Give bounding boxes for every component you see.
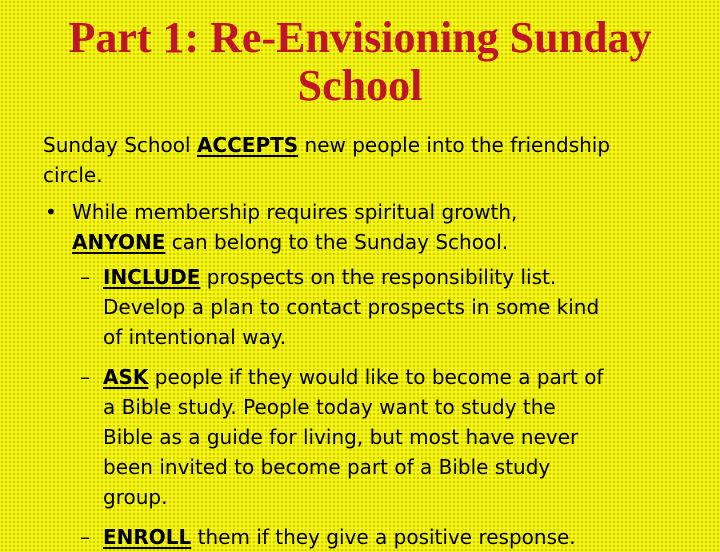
ask-line-1 [103, 362, 603, 392]
paragraph-text-cont: new people into the friendship [298, 133, 611, 157]
emphasis-ask: ASK [103, 365, 149, 389]
ask-text: people if they would like to become a part of [148, 365, 604, 389]
dash-marker-enroll: – [80, 525, 90, 549]
ask-line-2: a Bible study. People today want to study the [103, 395, 556, 419]
emphasis-include: INCLUDE [103, 265, 201, 289]
enroll-line-1 [103, 522, 576, 552]
dash-marker-include: – [80, 265, 90, 289]
bullet-line-2 [72, 227, 508, 257]
emphasis-anyone: ANYONE [72, 230, 166, 254]
slide-title-line-2: School [297, 61, 423, 110]
bullet-line-1: While membership requires spiritual growth, [72, 200, 518, 224]
slide-title-line-1: Part 1: Re-Envisioning Sunday [68, 13, 652, 62]
ask-line-3: Bible as a guide for living, but most have never [103, 425, 579, 449]
include-line-2: Develop a plan to contact prospects in some kind [103, 295, 600, 319]
ask-line-5: group. [103, 485, 168, 509]
emphasis-enroll: ENROLL [103, 525, 192, 549]
paragraph-text: Sunday School [43, 133, 197, 157]
enroll-text: them if they give a positive response. [191, 525, 576, 549]
include-line-1 [103, 262, 556, 292]
include-text: prospects on the responsibility list. [200, 265, 557, 289]
emphasis-accepts: ACCEPTS [196, 133, 299, 157]
paragraph-line-2: circle. [43, 163, 103, 187]
dash-marker-ask: – [80, 365, 90, 389]
ask-line-4: been invited to become part of a Bible study [103, 455, 551, 479]
bullet-marker: • [45, 200, 57, 224]
paragraph-line-1 [43, 130, 610, 160]
include-line-3: of intentional way. [103, 325, 287, 349]
bullet-text-cont: can belong to the Sunday School. [165, 230, 509, 254]
